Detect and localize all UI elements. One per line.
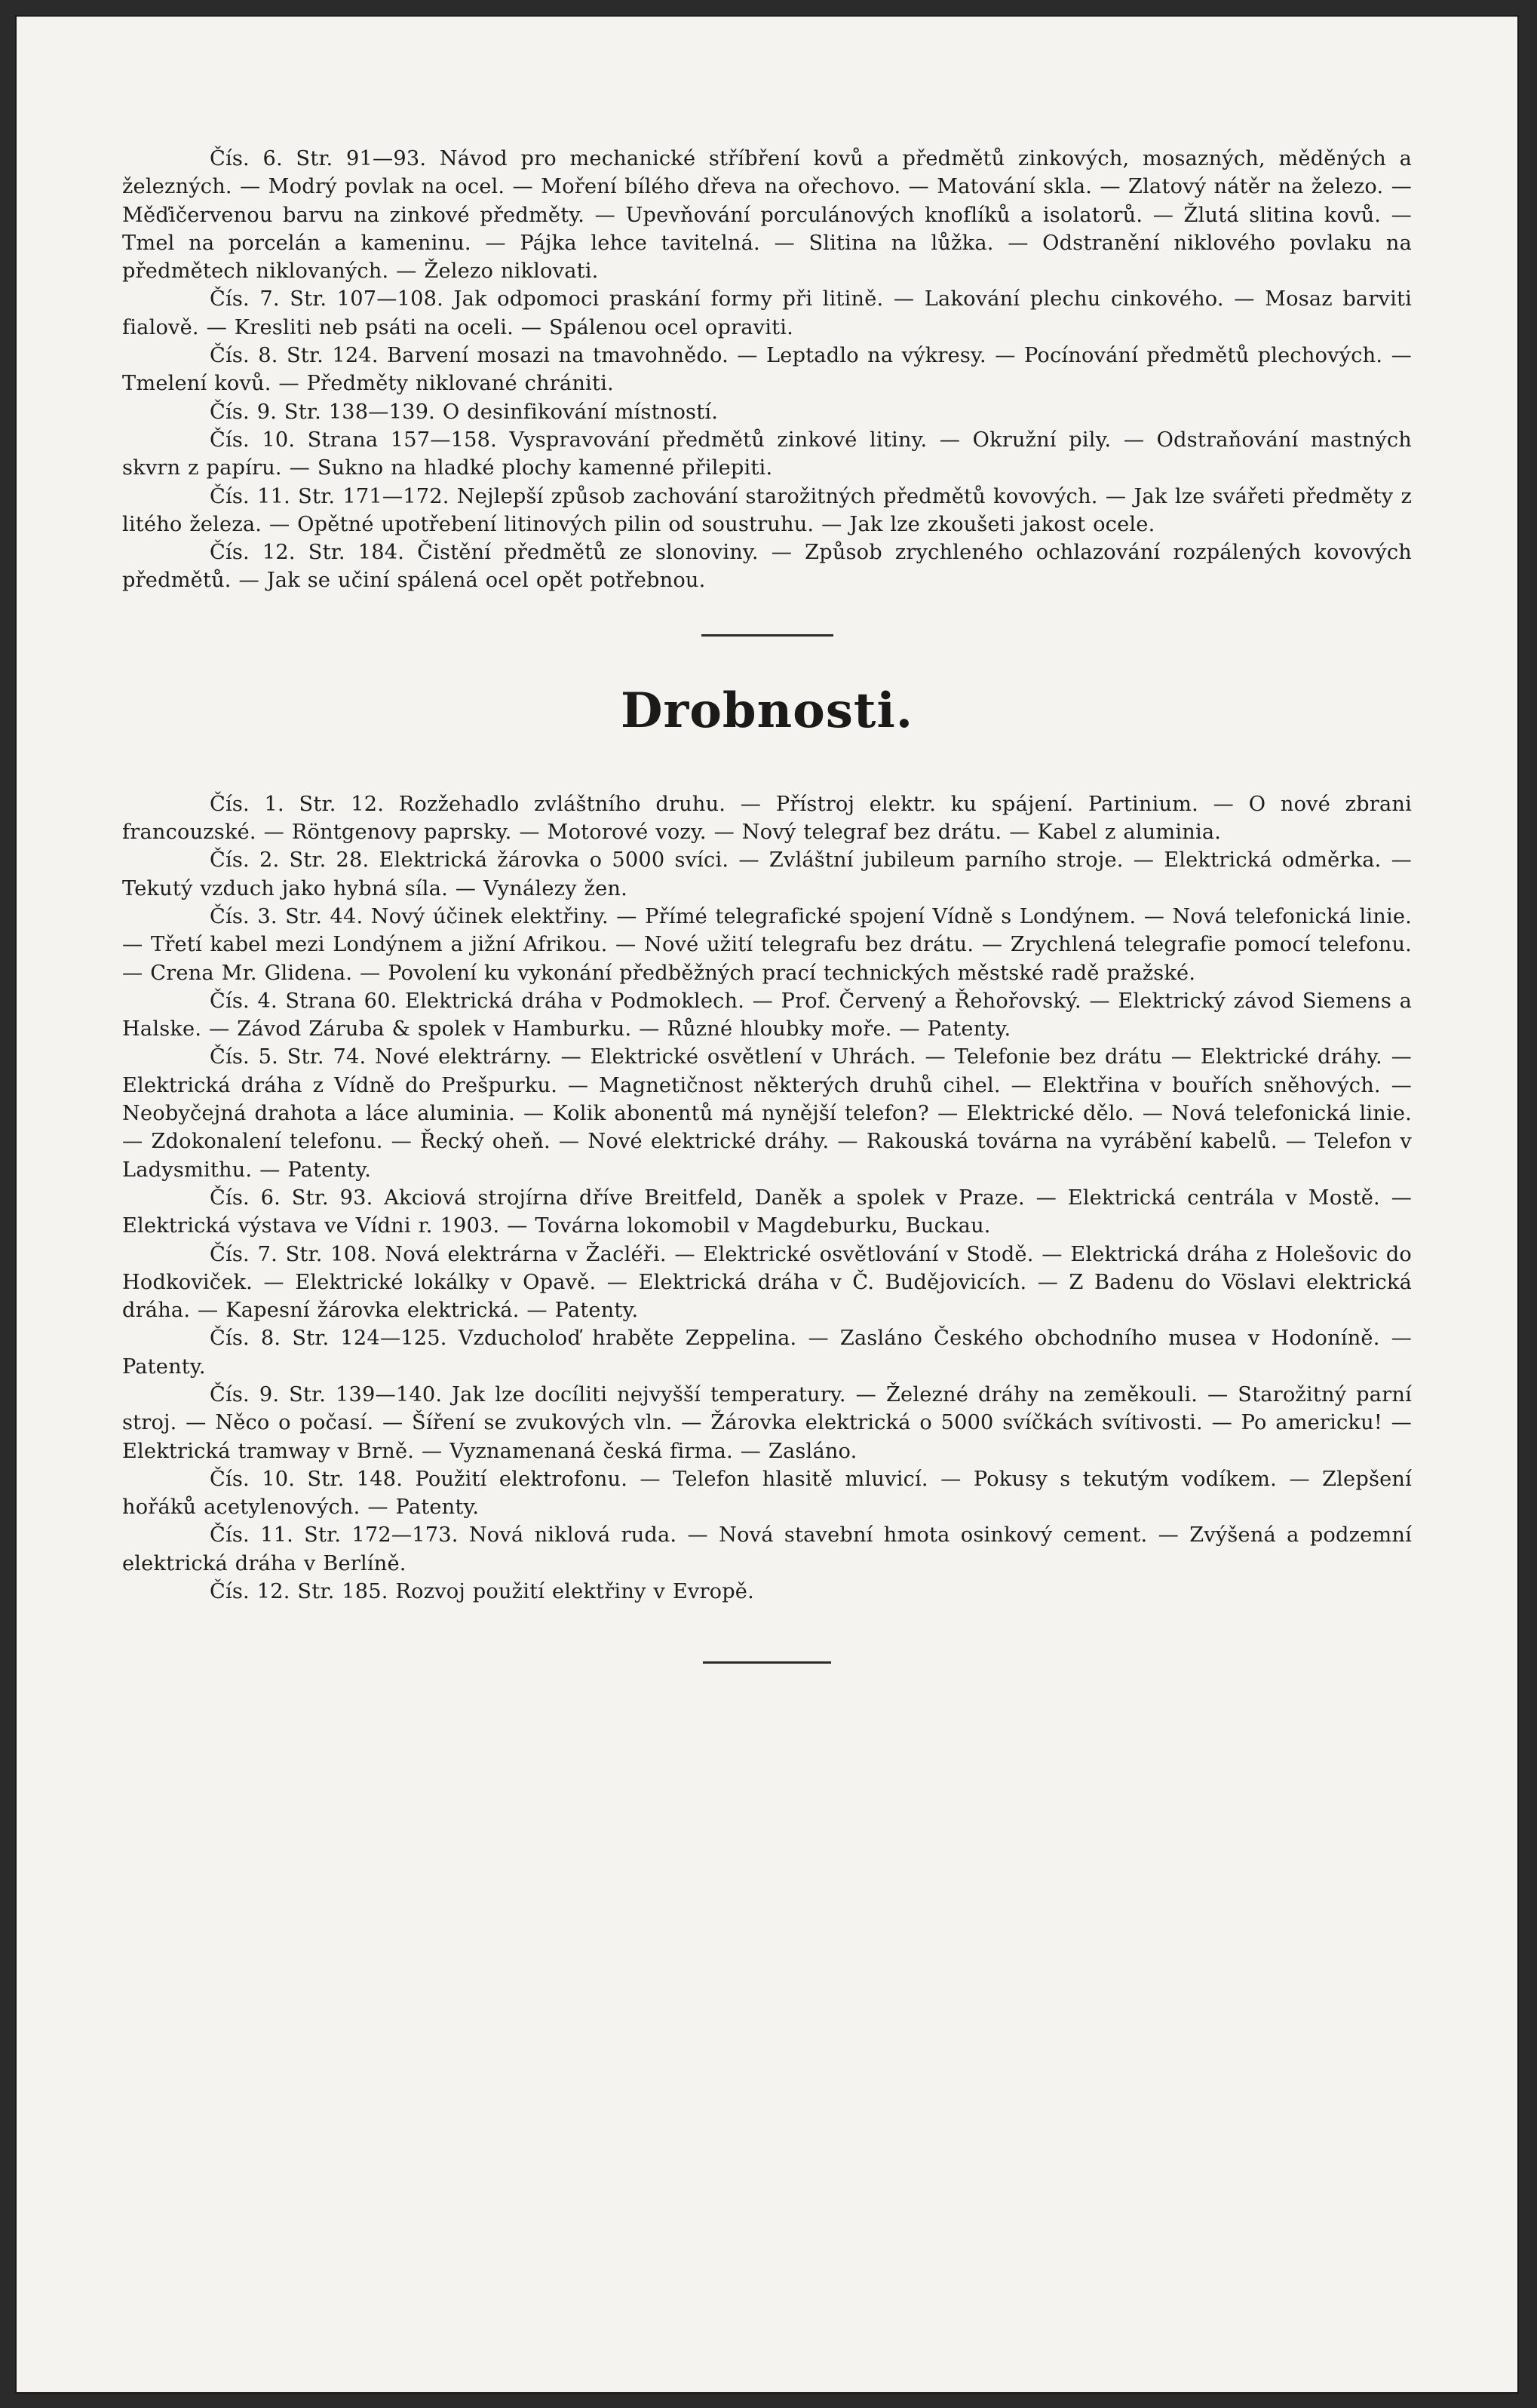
index-entry: Čís. 8. Str. 124. Barvení mosazi na tmavohnědo. — Leptadlo na výkresy. — Pocínování předmětů plechových. — Tmelení kovů. — Předměty niklované chrániti.	[122, 344, 1412, 396]
end-divider	[703, 1661, 831, 1664]
index-entry: Čís. 2. Str. 28. Elektrická žárovka o 5000 svíci. — Zvláštní jubileum parního stroje. — Elektrická odměrka. — Tekutý vzduch jako hybná síla. — Vynálezy žen.	[122, 848, 1412, 900]
index-entry: Čís. 7. Str. 108. Nová elektrárna v Žacléři. — Elektrické osvětlování v Stodě. — Elektrická dráha z Holešovic do Hodkoviček. — Elektrické lokálky v Opavě. — Elektrická dráha v Č. Budějovicích. — Z Badenu do Vöslavi elektrická dráha. — Kapesní žárovka elektrická. — Patenty.	[122, 1242, 1412, 1323]
document-page	[17, 17, 1517, 2392]
index-entry: Čís. 8. Str. 124—125. Vzducholoď hraběte Zeppelina. — Zasláno Českého obchodního musea v Hodoníně. — Patenty.	[122, 1327, 1412, 1379]
section-divider	[701, 634, 833, 637]
index-entry: Čís. 11. Str. 171—172. Nejlepší způsob zachování starožitných předmětů kovových. — Jak lze svářeti předměty z litého železa. — Opětné upotřebení litinových pilin od soustruhu. — Jak lze zkoušeti jakost ocele.	[122, 484, 1412, 536]
index-entry: Čís. 12. Str. 184. Čistění předmětů ze slonoviny. — Způsob zrychleného ochlazování rozpálených kovových předmětů. — Jak se učiní spálená ocel opět potřebnou.	[122, 541, 1412, 593]
page-content	[122, 145, 1412, 1664]
index-entry: Čís. 4. Strana 60. Elektrická dráha v Podmoklech. — Prof. Červený a Řehořovský. — Elektrický závod Siemens a Halske. — Závod Záruba & spolek v Hamburku. — Různé hloubky moře. — Patenty.	[122, 989, 1412, 1041]
index-entry: Čís. 9. Str. 139—140. Jak lze docíliti nejvyšší temperatury. — Železné dráhy na zeměkouli. — Starožitný parní stroj. — Něco o počasí. — Šíření se zvukových vln. — Žárovka elektrická o 5000 svíčkách svítivosti. — Po americku! — Elektrická tramway v Brně. — Vyznamenaná česká firma. — Zasláno.	[122, 1382, 1412, 1463]
index-entry: Čís. 9. Str. 138—139. O desinfikování místností.	[210, 400, 719, 424]
index-entry: Čís. 11. Str. 172—173. Nová niklová ruda. — Nová stavební hmota osinkový cement. — Zvýšená a podzemní elektrická dráha v Berlíně.	[122, 1523, 1412, 1575]
index-entry: Čís. 7. Str. 107—108. Jak odpomoci praskání formy při litině. — Lakování plechu cinkového. — Mosaz barviti fialově. — Kresliti neb psáti na oceli. — Spálenou ocel opraviti.	[122, 287, 1412, 339]
index-entry: Čís. 1. Str. 12. Rozžehadlo zvláštního druhu. — Přístroj elektr. ku spájení. Partinium. — O nové zbrani francouzské. — Röntgenovy paprsky. — Motorové vozy. — Nový telegraf bez drátu. — Kabel z aluminia.	[122, 792, 1412, 845]
index-section-1	[122, 145, 1412, 595]
index-entry: Čís. 5. Str. 74. Nové elektrárny. — Elektrické osvětlení v Uhrách. — Telefonie bez drátu — Elektrické dráhy. — Elektrická dráha z Vídně do Prešpurku. — Magnetičnost některých druhů cihel. — Elektřina v bouřích sněhových. — Neobyčejná drahota a láce aluminia. — Kolik abonentů má nynější telefon? — Elektrické dělo. — Nová telefonická linie. — Zdokonalení telefonu. — Řecký oheň. — Nové elektrické dráhy. — Rakouská továrna na vyrábění kabelů. — Telefon v Ladysmithu. — Patenty.	[122, 1045, 1412, 1182]
index-entry: Čís. 10. Str. 148. Použití elektrofonu. — Telefon hlasitě mluvicí. — Pokusy s tekutým vodíkem. — Zlepšení hořáků acetylenových. — Patenty.	[122, 1467, 1412, 1520]
index-entry: Čís. 6. Str. 93. Akciová strojírna dříve Breitfeld, Daněk a spolek v Praze. — Elektrická centrála v Mostě. — Elektrická výstava ve Vídni r. 1903. — Továrna lokomobil v Magdeburku, Buckau.	[122, 1186, 1412, 1238]
section-heading: Drobnosti.	[620, 682, 914, 739]
index-entry: Čís. 12. Str. 185. Rozvoj použití elektřiny v Evropě.	[210, 1580, 754, 1604]
index-section-2	[122, 790, 1412, 1606]
index-entry: Čís. 3. Str. 44. Nový účinek elektřiny. — Přímé telegrafické spojení Vídně s Londýnem. — Nová telefonická linie. — Třetí kabel mezi Londýnem a jižní Afrikou. — Nové užití telegrafu bez drátu. — Zrychlená telegrafie pomocí telefonu. — Crena Mr. Glidena. — Povolení ku vykonání předběžných prací technických městské radě pražské.	[122, 904, 1412, 985]
index-entry: Čís. 10. Strana 157—158. Vyspravování předmětů zinkové litiny. — Okružní pily. — Odstraňování mastných skvrn z papíru. — Sukno na hladké plochy kamenné přilepiti.	[122, 428, 1412, 480]
index-entry: Čís. 6. Str. 91—93. Návod pro mechanické stříbření kovů a předmětů zinkových, mosazných, měděných a železných. — Modrý povlak na ocel. — Moření bílého dřeva na ořechovo. — Matování skla. — Zlatový nátěr na železo. — Měďičervenou barvu na zinkové předměty. — Upevňování porculánových knoflíků a isolatorů. — Žlutá slitina kovů. — Tmel na porcelán a kameninu. — Pájka lehce tavitelná. — Slitina na lůžka. — Odstranění niklového povlaku na předmětech niklovaných. — Železo niklovati.	[122, 147, 1412, 284]
